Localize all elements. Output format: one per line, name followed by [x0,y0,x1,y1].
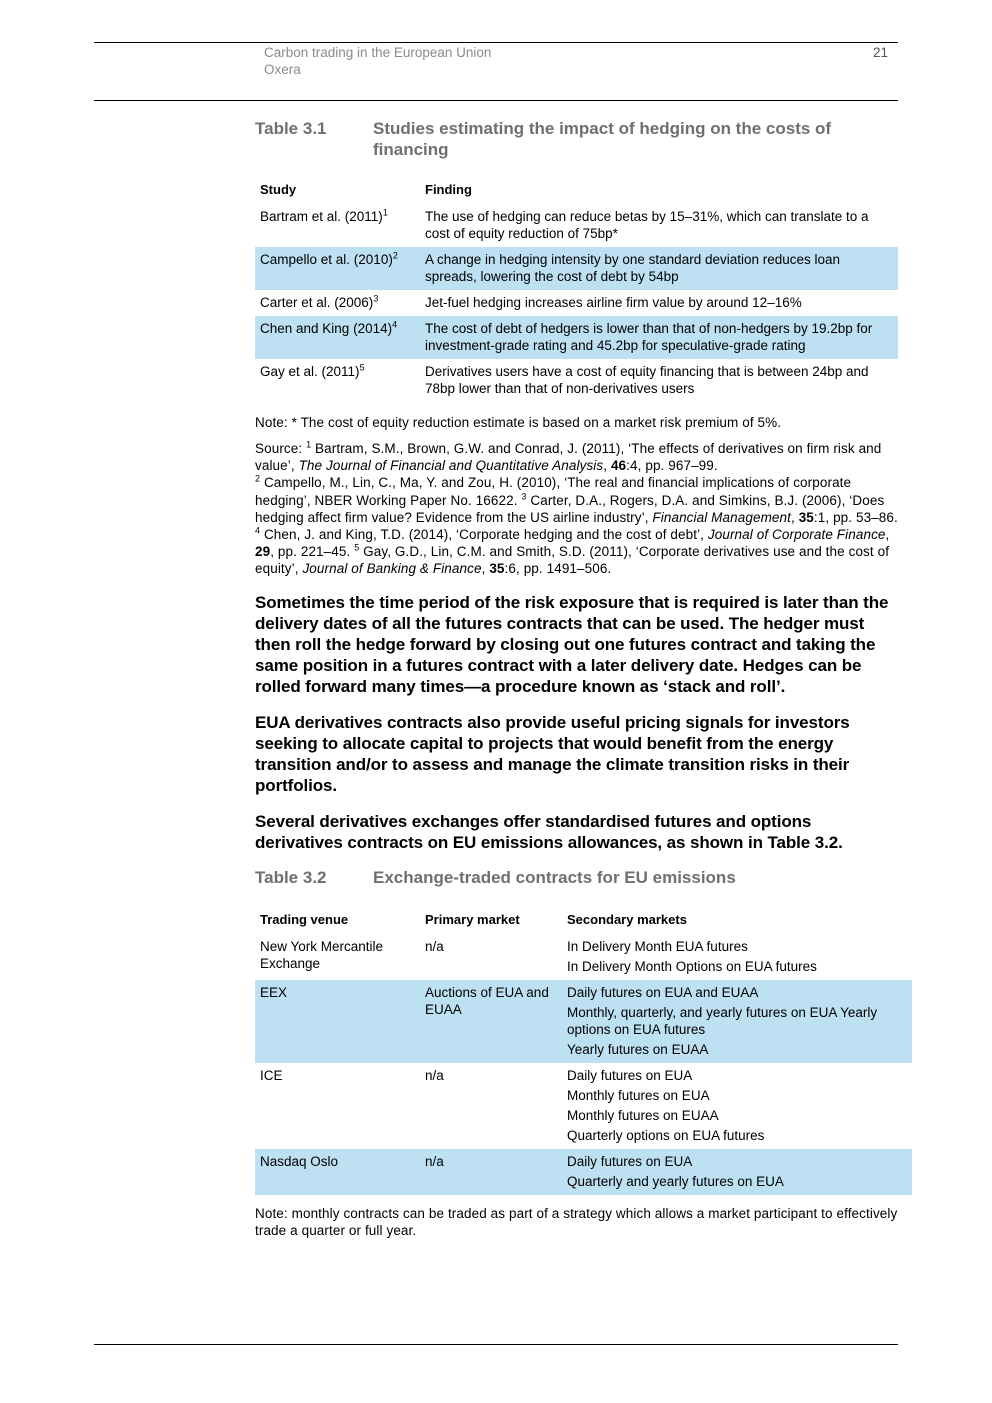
secondary-markets-cell: Daily futures on EUA Monthly futures on EUA Monthly futures on EUAA Quarterly options on EUA futures [567,1067,765,1143]
main-content [255,118,898,1239]
table-3-2-caption [255,867,898,888]
body-paragraph: EUA derivatives contracts also provide useful pricing signals for investors seeking to allocate capital to projects that would benefit from the energy transition and/or to assess and manage the climate transition risks in their portfolios. [255,712,850,795]
primary-market-cell: Auctions of EUA and EUAA [420,980,562,1063]
table-row [255,247,898,290]
body-paragraph: Sometimes the time period of the risk exposure that is required is later than the delivery dates of all the futures contracts that can be used. The hedger must then roll the hedge forward by closing out one futures contract and taking the same position in a futures contract with a later delivery date. Hedges can be rolled forward many times—a procedure known as ‘stack and roll’. [255,592,889,696]
table-row [255,290,898,316]
column-header-secondary-markets: Secondary markets [567,911,687,927]
table-row [255,204,898,247]
finding-cell: The cost of debt of hedgers is lower than that of non-hedgers by 19.2bp for investment-grade rating and 45.2bp for speculative-grade rating [420,316,898,359]
table-row [255,1063,912,1149]
primary-market-cell: n/a [420,1149,562,1195]
column-header-trading-venue: Trading venue [260,911,349,927]
venue-cell: EEX [255,980,420,1063]
header-doc-title: Carbon trading in the European Union [264,45,492,60]
page-number: 21 [872,45,888,60]
table-3-1-source: Source: $^1$ Bartram, S.M., Brown, G.W. and Conrad, J. (2011), ‘The effects of derivatives on firm risk and value’, The Journal of Financial and Quantitative Analysis, 46:4, pp. 967–99. $^2$ Campello, M., Lin, C., Ma, Y. and Zou, H. (2010), ‘The real and financial implications of corporate hedging’, NBER Working Paper No. 16622. $^3$ Carter, D.A., Rogers, D.A. and Simkins, B.J. (2006), ‘Does hedging affect firm value? Evidence from the US airline industry’, Financial Management, 35:1, pp. 53–86. $^4$ Chen, J. and King, T.D. (2014), ‘Corporate hedging and the cost of debt’, Journal of Corporate Finance, 29, pp. 221–45. $^5$ Gay, G.D., Lin, C.M. and Smith, S.D. (2011), ‘Corporate derivatives use and the cost of equity’, Journal of Banking & Finance, 35:6, pp. 1491–506. [255,439,898,577]
primary-market-cell: n/a [425,1067,444,1083]
column-header-study: Study [260,182,297,197]
venue-cell: ICE [260,1067,283,1083]
finding-cell: The use of hedging can reduce betas by 15–31%, which can translate to a cost of equity reduction of 75bp* [425,209,869,241]
footer-rule [94,1344,898,1345]
secondary-markets-cell: Daily futures on EUA Quarterly and yearly futures on EUA [562,1149,912,1195]
table-row [255,316,898,359]
table-3-2-note: Note: monthly contracts can be traded as part of a strategy which allows a market participant to effectively trade a quarter or full year. [255,1205,898,1238]
primary-market-cell: n/a [425,938,444,954]
study-cell: Bartram et al. $(2011)^1$ [260,207,388,224]
table-3-1-caption [255,118,898,160]
table-3-1 [255,174,898,402]
table-title: Studies estimating the impact of hedging on the costs of financing [373,119,832,159]
header-org: Oxera [264,62,301,77]
table-row [255,934,912,980]
study-cell: Gay et al. $(2011)^5$ [260,362,365,379]
table-number: Table 3.1 [255,119,327,138]
secondary-markets-cell: In Delivery Month EUA futures In Delivery Month Options on EUA futures [567,938,817,974]
header-bottom-rule [94,100,898,101]
table-row [255,980,912,1063]
secondary-markets-cell: Daily futures on EUA and EUAA Monthly, quarterly, and yearly futures on EUA Yearly options on EUA futures Yearly futures on EUAA [562,980,912,1063]
study-cell: Campello et al. $(2010)^2$ [255,247,420,290]
finding-cell: Jet-fuel hedging increases airline firm value by around 12–16% [425,295,802,310]
header-top-rule [94,42,898,43]
table-title: Exchange-traded contracts for EU emissions [373,867,736,887]
body-paragraph: Several derivatives exchanges offer standardised futures and options derivatives contracts on EU emissions allowances, as shown in Table 3.2. [255,811,843,852]
column-header-primary-market: Primary market [425,911,520,927]
table-3-1-note: Note: * The cost of equity reduction estimate is based on a market risk premium of 5%. [255,415,782,430]
table-row [255,1149,912,1195]
venue-cell: Nasdaq Oslo [255,1149,420,1195]
study-cell: Carter et al. $(2006)^3$ [260,293,379,310]
column-header-finding: Finding [425,182,472,197]
table-3-2 [255,904,912,1195]
finding-cell: A change in hedging intensity by one standard deviation reduces loan spreads, lowering the cost of debt by 54bp [420,247,898,290]
table-number: Table 3.2 [255,867,327,887]
study-cell: Chen and King $(2014)^4$ [255,316,420,359]
venue-cell: New York Mercantile Exchange [260,938,384,971]
finding-cell: Derivatives users have a cost of equity financing that is between 24bp and 78bp lower than that of non-derivatives users [425,364,869,396]
table-row [255,359,898,402]
